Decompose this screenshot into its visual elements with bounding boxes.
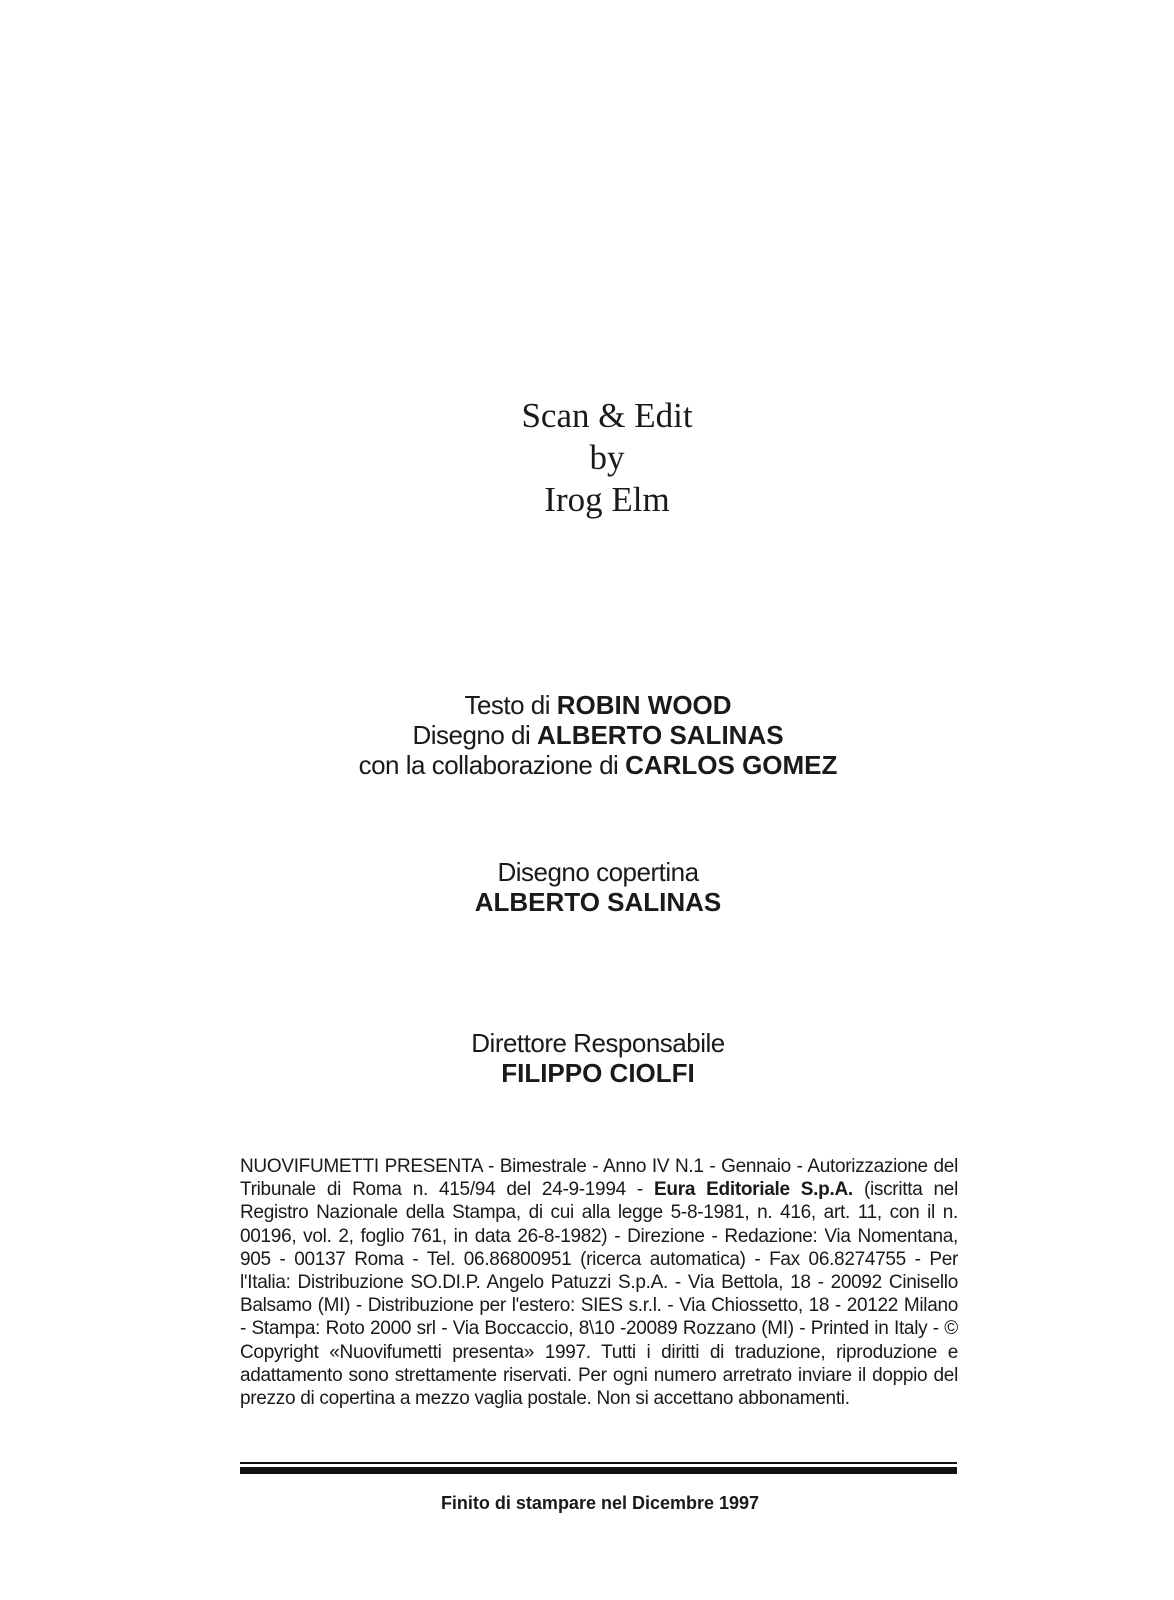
legal-notice [240, 1155, 958, 1410]
text-credit [22, 690, 1174, 720]
collab-credit [22, 750, 1174, 780]
divider-thin [240, 1462, 957, 1464]
divider-thick [240, 1467, 957, 1474]
scan-credit [0, 395, 1174, 521]
authors-credits [0, 690, 1174, 780]
text-credit-author: ROBIN WOOD [556, 690, 732, 720]
director-credit-label: Direttore Responsabile [471, 1028, 725, 1058]
legal-notice-part-1: NUOVIFUMETTI PRESENTA - Bimestrale - Anno IV N.1 - Gennaio - Autorizzazione del Tribunale di Roma n. 415/94 del 24-9-1994 - [240, 1156, 958, 1201]
printing-date-text: Finito di stampare nel Dicembre 1997 [440, 1493, 760, 1513]
printing-date [0, 1493, 1174, 1514]
cover-credit [0, 857, 1174, 917]
collab-credit-author: CARLOS GOMEZ [625, 750, 838, 780]
scan-credit-line-3: Irog Elm [544, 480, 670, 519]
legal-notice-part-2: (iscritta nel Registro Nazionale della Stampa, di cui alla legge 5-8-1981, n. 416, art. 11, con il n. 00196, vol. 2, foglio 761, in data 26-8-1982) - Direzione - Redazione: Via Nomentana, 905 - 00137 Roma - Tel. 06.86800951 (ricerca automatica) - Fax 06.8274755 - Per l'Italia: Distribuzione SO.DI.P. Angelo Patuzzi S.p.A. - Via Bettola, 18 - 20092 Cinisello Balsamo (MI) - Distribuzione per l'estero: SIES s.r.l. - Via Chiossetto, 18 - 20122 Milano - Stampa: Roto 2000 srl - Via Boccaccio, 8\10 -20089 Rozzano (MI) - Printed in Italy - © Copyright «Nuovifumetti presenta» 1997. Tutti i diritti di traduzione, riproduzione e adattamento sono strettamente riservati. Per ogni numero arretrato inviare il doppio del prezzo di copertina a mezzo vaglia postale. Non si accettano abbonamenti. [240, 1179, 958, 1410]
drawing-credit-label: Disegno di [412, 720, 531, 750]
text-credit-label: Testo di [464, 690, 551, 720]
cover-credit-label: Disegno copertina [497, 857, 699, 887]
drawing-credit-author: ALBERTO SALINAS [537, 720, 784, 750]
scan-credit-line-2: by [589, 438, 625, 477]
legal-notice-publisher: Eura Editoriale S.p.A. [654, 1179, 853, 1201]
scan-credit-line-1: Scan & Edit [521, 396, 693, 435]
director-credit [0, 1028, 1174, 1088]
collab-credit-label: con la collaborazione di [358, 750, 619, 780]
drawing-credit [22, 720, 1174, 750]
director-credit-name: FILIPPO CIOLFI [501, 1058, 695, 1088]
cover-credit-artist: ALBERTO SALINAS [474, 887, 722, 917]
